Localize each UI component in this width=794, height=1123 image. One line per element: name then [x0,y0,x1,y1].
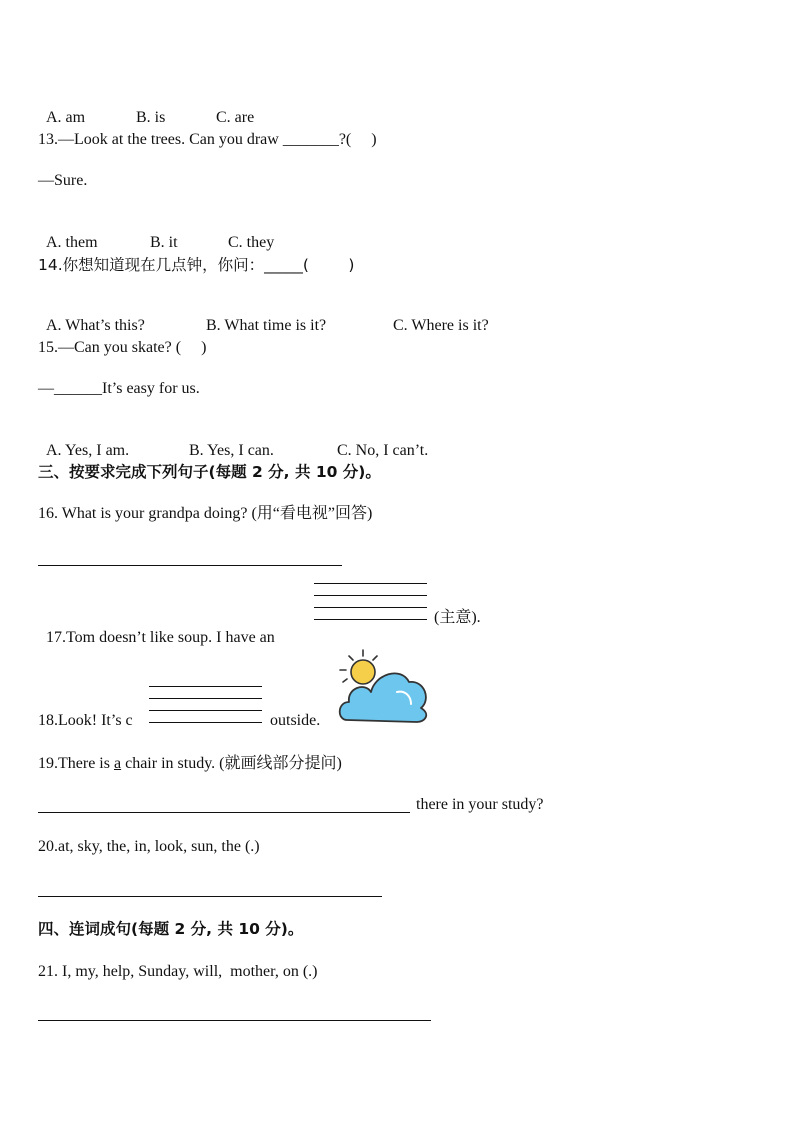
q18-before: 18.Look! It’s c [38,712,133,729]
q12-options [38,88,254,128]
section-3-title: 三、按要求完成下列句子(每题 2 分, 共 10 分)。 [38,463,381,481]
q18-four-line-grid[interactable] [149,686,262,734]
q14-stem: 14.你想知道现在几点钟，你问：_____( ) [38,256,355,274]
section-4-title: 四、连词成句(每题 2 分, 共 10 分)。 [38,920,304,938]
q15-option-c[interactable]: C. No, I can’t. [337,442,429,459]
q21-answer-line[interactable] [38,1020,431,1021]
q12-option-b[interactable]: B. is [136,109,166,126]
q16-answer-line[interactable] [38,565,342,566]
q20-answer-line[interactable] [38,896,382,897]
cloud-sun-icon [335,648,430,726]
q14-option-c[interactable]: C. Where is it? [393,317,489,334]
q19-stem [38,754,342,774]
q13-option-c[interactable]: C. they [228,234,275,251]
q14-option-b[interactable]: B. What time is it? [206,317,327,334]
q13-stem: 13.—Look at the trees. Can you draw _______?( ) [38,131,377,148]
q18-after: outside. [270,712,321,729]
q14-option-a[interactable]: A. What’s this? [46,317,145,334]
q13-option-a[interactable]: A. them [46,234,98,251]
q21-stem: 21. I, my, help, Sunday, will, mother, on (.) [38,963,318,980]
q17-stem [38,608,275,648]
q17-before: 17.Tom doesn’t like soup. I have an [46,629,275,646]
q19-after: chair in study. (就画线部分提问) [121,755,342,772]
q13-option-b[interactable]: B. it [150,234,178,251]
q15-stem: 15.—Can you skate? ( ) [38,339,207,356]
q12-option-a[interactable]: A. am [46,109,86,126]
q20-stem: 20.at, sky, the, in, look, sun, the (.) [38,838,260,855]
q19-answer-tail: there in your study? [416,796,544,813]
q15-reply: —______It’s easy for us. [38,380,200,397]
q19-answer-line[interactable] [38,812,410,813]
q17-after: (主意). [434,609,481,626]
q19-before: 19.There is [38,755,114,772]
q15-option-a[interactable]: A. Yes, I am. [46,442,130,459]
q16-stem: 16. What is your grandpa doing? (用“看电视”回答) [38,505,373,522]
q15-option-b[interactable]: B. Yes, I can. [189,442,274,459]
q15-options [38,421,428,461]
q14-options [38,296,489,336]
q12-option-c[interactable]: C. are [216,109,255,126]
q13-reply: —Sure. [38,172,88,189]
q19-underlined-word: a [113,755,122,772]
q13-options [38,213,274,253]
q17-four-line-grid[interactable] [314,583,427,631]
